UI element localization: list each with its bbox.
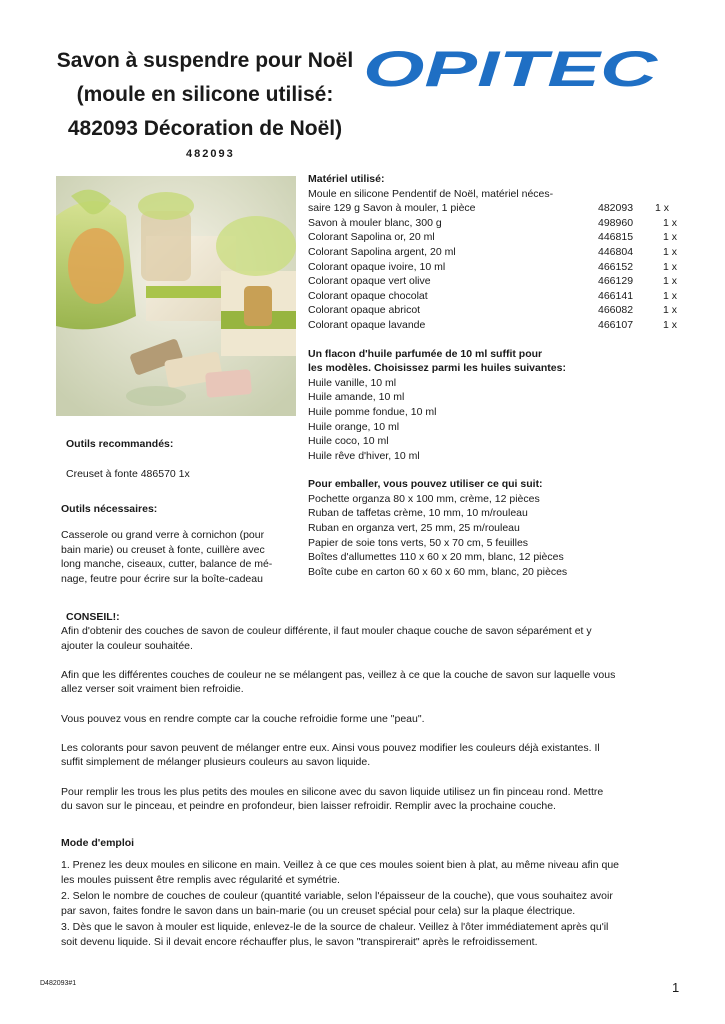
- material-row: [308, 216, 688, 231]
- tools-needed-line: Casserole ou grand verre à cornichon (pour: [61, 529, 265, 541]
- material-row: [308, 318, 688, 333]
- material-name: Colorant Sapolina argent, 20 ml: [308, 245, 456, 258]
- packaging-item: Pochette organza 80 x 100 mm, crème, 12 pièces: [308, 492, 540, 505]
- material-code: 466152: [598, 260, 634, 273]
- packaging-heading: Pour emballer, vous pouvez utiliser ce qui suit:: [308, 478, 543, 491]
- material-name: Colorant opaque lavande: [308, 318, 426, 331]
- material-name: Savon à mouler blanc, 300 g: [308, 216, 442, 229]
- material-row: [308, 245, 688, 260]
- title-line-3: 482093 Décoration de Noël): [67, 117, 343, 140]
- material-code: 446815: [598, 231, 634, 244]
- title-line-1: Savon à suspendre pour Noël: [56, 49, 354, 72]
- mode-emploi-heading: Mode d'emploi: [61, 837, 135, 849]
- text-line: Afin que les différentes couches de couleur ne se mélangent pas, veillez à ce que la couche de savon sur laquelle vous: [61, 668, 616, 681]
- text-line: par savon, faites fondre le savon dans un bain-marie (ou un creuset spécial pour cela) sur la plaque électrique.: [61, 904, 576, 917]
- packaging-item: Ruban de taffetas crème, 10 mm, 10 m/rouleau: [308, 507, 528, 520]
- text-line: Vous pouvez vous en rendre compte car la couche refroidie forme une "peau".: [61, 712, 425, 725]
- material-row: [308, 274, 688, 289]
- tools-needed-text: [61, 528, 291, 586]
- material-qty: 1 x: [663, 318, 678, 331]
- conseil-paragraph: [61, 712, 661, 727]
- text-line: allez verser soit vraiment bien refroidie.: [61, 683, 244, 696]
- oils-heading-2: les modèles. Choisissez parmi les huiles suivantes:: [308, 362, 566, 375]
- text-line: Pour remplir les trous les plus petits des moules en silicone avec du savon liquide utilisez un fin pinceau rond. Mettre: [61, 785, 604, 798]
- material-qty: 1 x: [663, 216, 678, 229]
- material-code: 466141: [598, 289, 634, 302]
- material-qty: 1 x: [663, 231, 678, 244]
- tools-needed-line: nage, feutre pour écrire sur la boîte-cadeau: [61, 572, 263, 585]
- material-name: Colorant opaque abricot: [308, 304, 421, 317]
- material-qty: 1 x: [663, 245, 678, 258]
- material-qty: 1 x: [663, 260, 678, 273]
- material-code: 466082: [598, 304, 634, 317]
- tools-recommended-item: Creuset à fonte 486570 1x: [66, 468, 190, 480]
- material-row: [308, 260, 688, 275]
- material-name: saire 129 g Savon à mouler, 1 pièce: [308, 202, 476, 215]
- conseil-paragraph: [61, 624, 661, 653]
- material-code: 498960: [598, 216, 634, 229]
- tools-needed-line: long manche, ciseaux, cutter, balance de mé-: [61, 558, 273, 571]
- tools-needed-line: bain marie) ou creuset à fonte, cuillère avec: [61, 543, 265, 556]
- materials-intro: Moule en silicone Pendentif de Noël, matériel néces-: [308, 187, 554, 200]
- product-photo: [56, 176, 296, 416]
- title-line-2: (moule en silicone utilisé:: [76, 83, 334, 106]
- oil-item: Huile rêve d'hiver, 10 ml: [308, 449, 420, 462]
- text-line: 3. Dès que le savon à mouler est liquide, enlevez-le de la source de chaleur. Veillez à l'ôter immédiatement après qu'il: [61, 921, 609, 934]
- packaging-item: Boîte cube en carton 60 x 60 x 60 mm, blanc, 20 pièces: [308, 565, 568, 578]
- conseil-paragraph: [61, 785, 661, 814]
- text-line: Les colorants pour savon peuvent de mélanger entre eux. Ainsi vous pouvez modifier les couleurs déjà existantes. Il: [61, 741, 600, 754]
- article-number: 482093: [186, 148, 235, 160]
- materials-heading: Matériel utilisé:: [308, 173, 385, 185]
- instruction-step: [61, 920, 661, 949]
- material-name: Colorant opaque vert olive: [308, 275, 431, 288]
- material-qty: 1 x: [655, 202, 670, 215]
- material-row: [308, 303, 688, 318]
- oil-item: Huile orange, 10 ml: [308, 420, 400, 433]
- oil-item: Huile amande, 10 ml: [308, 391, 405, 404]
- document-code: D482093#1: [40, 980, 77, 987]
- material-name: Colorant opaque chocolat: [308, 289, 428, 302]
- conseil-paragraph: [61, 741, 661, 770]
- logo-text: OPITEC: [363, 46, 659, 90]
- conseil-body: [61, 624, 661, 828]
- material-code: 482093: [598, 202, 634, 215]
- oil-item: Huile pomme fondue, 10 ml: [308, 405, 437, 418]
- material-qty: 1 x: [663, 275, 678, 288]
- conseil-heading: CONSEIL!:: [66, 611, 120, 623]
- oil-item: Huile coco, 10 ml: [308, 435, 389, 448]
- soap-photo-illustration: [56, 176, 296, 416]
- page-title: [40, 44, 370, 146]
- material-code: 446804: [598, 245, 634, 258]
- material-name: Colorant opaque ivoire, 10 ml: [308, 260, 446, 273]
- instruction-step: [61, 858, 661, 887]
- text-line: soit devenu liquide. Si il devait encore réchauffer plus, le savon "transpirerait" après le refroidissement.: [61, 935, 538, 948]
- oils-heading-1: Un flacon d'huile parfumée de 10 ml suffit pour: [308, 347, 543, 360]
- material-row: [308, 289, 688, 304]
- text-line: les moules puissent être remplis avec régularité et symétrie.: [61, 873, 340, 886]
- text-line: du savon sur le pinceau, et peindre en profondeur, bien laisser refroidir. Remplir avec la prochaine couche.: [61, 800, 556, 813]
- material-qty: 1 x: [663, 304, 678, 317]
- text-line: suffit simplement de mélanger plusieurs couleurs au savon liquide.: [61, 756, 371, 769]
- material-name: Colorant Sapolina or, 20 ml: [308, 231, 435, 244]
- opitec-logo-graphic: [360, 46, 660, 90]
- material-code: 466129: [598, 275, 634, 288]
- material-qty: 1 x: [663, 289, 678, 302]
- text-line: ajouter la couleur souhaitée.: [61, 639, 193, 652]
- oil-item: Huile vanille, 10 ml: [308, 376, 397, 389]
- page-number: 1: [672, 980, 680, 995]
- material-row: [308, 230, 688, 245]
- packaging-item: Boîtes d'allumettes 110 x 60 x 20 mm, blanc, 12 pièces: [308, 551, 564, 564]
- tools-needed-heading: Outils nécessaires:: [61, 503, 158, 515]
- tools-recommended-heading: Outils recommandés:: [66, 438, 174, 450]
- text-line: Afin d'obtenir des couches de savon de couleur différente, il faut mouler chaque couche de savon séparément et y: [61, 625, 592, 637]
- text-line: 1. Prenez les deux moules en silicone en main. Veillez à ce que ces moules soient bien à plat, au même niveau afin que: [61, 859, 619, 871]
- packaging-item: Papier de soie tons verts, 50 x 70 cm, 5 feuilles: [308, 536, 529, 549]
- packaging-item: Ruban en organza vert, 25 mm, 25 m/rouleau: [308, 522, 520, 535]
- materials-section: [308, 172, 688, 579]
- material-code: 466107: [598, 318, 634, 331]
- opitec-logo: [360, 46, 660, 95]
- material-row: [308, 201, 688, 216]
- text-line: 2. Selon le nombre de couches de couleur (quantité variable, selon l'épaisseur de la couche), que vous souhaitez avoir: [61, 890, 613, 903]
- conseil-paragraph: [61, 668, 661, 697]
- instruction-step: [61, 889, 661, 918]
- mode-emploi-steps: [61, 858, 661, 952]
